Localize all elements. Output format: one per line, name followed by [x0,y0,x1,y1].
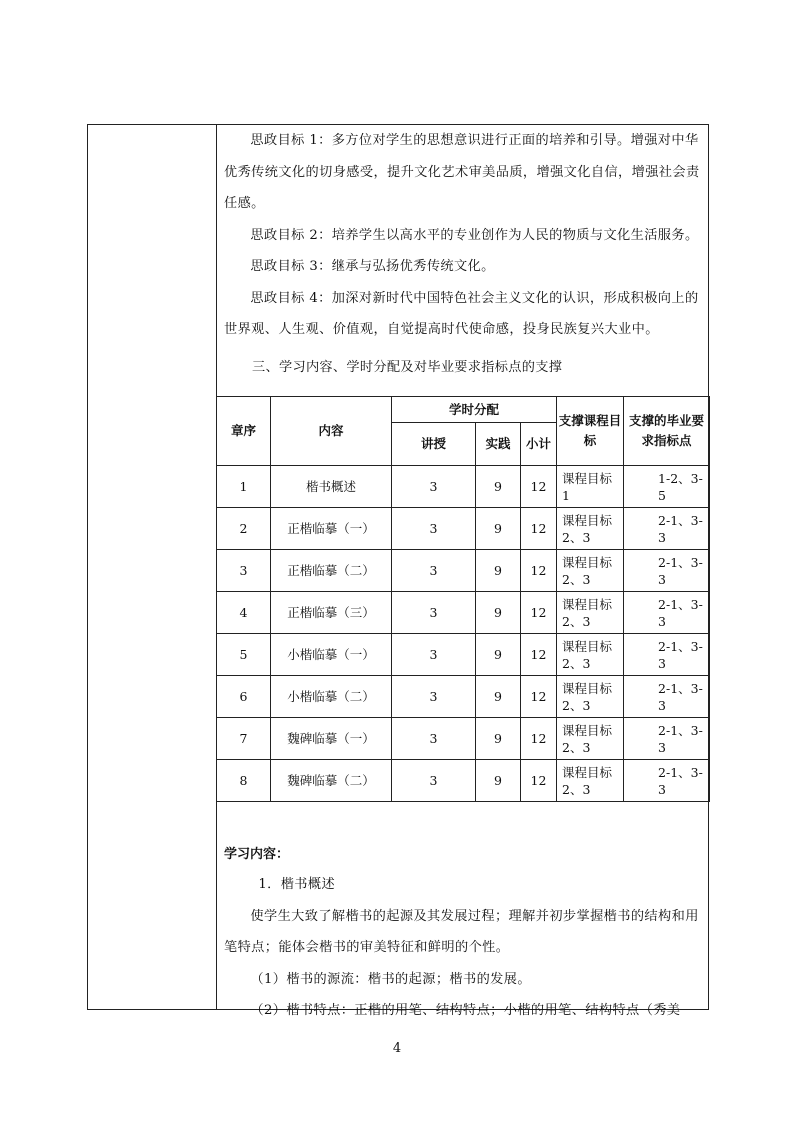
header-goal: 支撑课程目标 [557,397,624,466]
lecture-hours-cell: 3 [392,760,476,802]
subtotal-hours-cell: 12 [521,508,557,550]
requirement-cell: 2-1、3-3 [624,718,710,760]
chapter-number-cell: 3 [217,550,271,592]
learning-paragraph: 使学生大致了解楷书的起源及其发展过程；理解并初步掌握楷书的结构和用笔特点；能体会楷书的审美特征和鲜明的个性。 [224,908,699,955]
lecture-hours-cell: 3 [392,466,476,508]
table-row [217,760,710,802]
subtotal-hours-cell: 12 [521,634,557,676]
header-chapter: 章序 [217,397,271,466]
hours-allocation-table [216,396,710,802]
chapter-number-cell: 5 [217,634,271,676]
subtotal-hours-cell: 12 [521,760,557,802]
lecture-hours-cell: 3 [392,718,476,760]
table-row [217,550,710,592]
learning-content-title: 学习内容： [224,847,290,862]
item-title: 1．楷书概述 [258,877,336,892]
lecture-hours-cell: 3 [392,676,476,718]
left-column-border [87,124,217,1010]
page-number: 4 [392,1041,402,1056]
practice-hours-cell: 9 [476,550,521,592]
header-hours: 学时分配 [392,397,557,423]
content-cell: 小楷临摹（一） [271,634,392,676]
subtotal-hours-cell: 12 [521,718,557,760]
header-lecture: 讲授 [392,423,476,466]
practice-hours-cell: 9 [476,760,521,802]
lecture-hours-cell: 3 [392,592,476,634]
practice-hours-cell: 9 [476,508,521,550]
content-cell: 正楷临摹（二） [271,550,392,592]
learning-content [224,869,706,1027]
learning-paragraph: （2）楷书特点：正楷的用笔、结构特点；小楷的用笔、结构特点（秀美 [250,1003,681,1018]
table-row [217,676,710,718]
lecture-hours-cell: 3 [392,550,476,592]
course-goal-cell: 课程目标 2、3 [557,760,624,802]
chapter-number-cell: 6 [217,676,271,718]
course-goal-cell: 课程目标 1 [557,466,624,508]
requirement-cell: 2-1、3-3 [624,508,710,550]
course-goal-cell: 课程目标 2、3 [557,676,624,718]
goal-paragraph: 思政目标 3：继承与弘扬优秀传统文化。 [250,259,495,274]
goal-paragraph: 思政目标 1：多方位对学生的思想意识进行正面的培养和引导。增强对中华优秀传统文化的切身感受，提升文化艺术审美品质，增强文化自信，增强社会责任感。 [224,133,700,211]
content-cell: 魏碑临摹（一） [271,718,392,760]
chapter-number-cell: 2 [217,508,271,550]
content-cell: 魏碑临摹（二） [271,760,392,802]
table-row [217,466,710,508]
table-row [217,634,710,676]
ideological-goals [224,125,706,346]
requirement-cell: 2-1、3-3 [624,634,710,676]
chapter-number-cell: 7 [217,718,271,760]
course-goal-cell: 课程目标 2、3 [557,508,624,550]
content-cell: 正楷临摹（一） [271,508,392,550]
course-goal-cell: 课程目标 2、3 [557,550,624,592]
course-goal-cell: 课程目标 2、3 [557,634,624,676]
practice-hours-cell: 9 [476,718,521,760]
content-cell: 小楷临摹（二） [271,676,392,718]
header-requirement: 支撑的毕业要求指标点 [624,397,710,466]
table-row [217,592,710,634]
course-goal-cell: 课程目标 2、3 [557,718,624,760]
subtotal-hours-cell: 12 [521,676,557,718]
table-row [217,508,710,550]
practice-hours-cell: 9 [476,466,521,508]
content-cell: 正楷临摹（三） [271,592,392,634]
chapter-number-cell: 4 [217,592,271,634]
practice-hours-cell: 9 [476,592,521,634]
subtotal-hours-cell: 12 [521,592,557,634]
chapter-number-cell: 1 [217,466,271,508]
table-body [217,466,710,802]
header-content: 内容 [271,397,392,466]
header-subtotal: 小计 [521,423,557,466]
requirement-cell: 1-2、3-5 [624,466,710,508]
lecture-hours-cell: 3 [392,634,476,676]
requirement-cell: 2-1、3-3 [624,676,710,718]
header-practice: 实践 [476,423,521,466]
subtotal-hours-cell: 12 [521,550,557,592]
goal-paragraph: 思政目标 2：培养学生以高水平的专业创作为人民的物质与文化生活服务。 [250,227,699,243]
practice-hours-cell: 9 [476,676,521,718]
content-cell: 楷书概述 [271,466,392,508]
practice-hours-cell: 9 [476,634,521,676]
subtotal-hours-cell: 12 [521,466,557,508]
lecture-hours-cell: 3 [392,508,476,550]
learning-paragraph: （1）楷书的源流：楷书的起源；楷书的发展。 [250,971,531,987]
requirement-cell: 2-1、3-3 [624,550,710,592]
table-row [217,718,710,760]
course-goal-cell: 课程目标 2、3 [557,592,624,634]
section-title: 三、学习内容、学时分配及对毕业要求指标点的支撑 [252,360,563,375]
requirement-cell: 2-1、3-3 [624,592,710,634]
goal-paragraph: 思政目标 4：加深对新时代中国特色社会主义文化的认识，形成积极向上的世界观、人生观、价值观，自觉提高时代使命感，投身民族复兴大业中。 [224,290,699,337]
chapter-number-cell: 8 [217,760,271,802]
requirement-cell: 2-1、3-3 [624,760,710,802]
